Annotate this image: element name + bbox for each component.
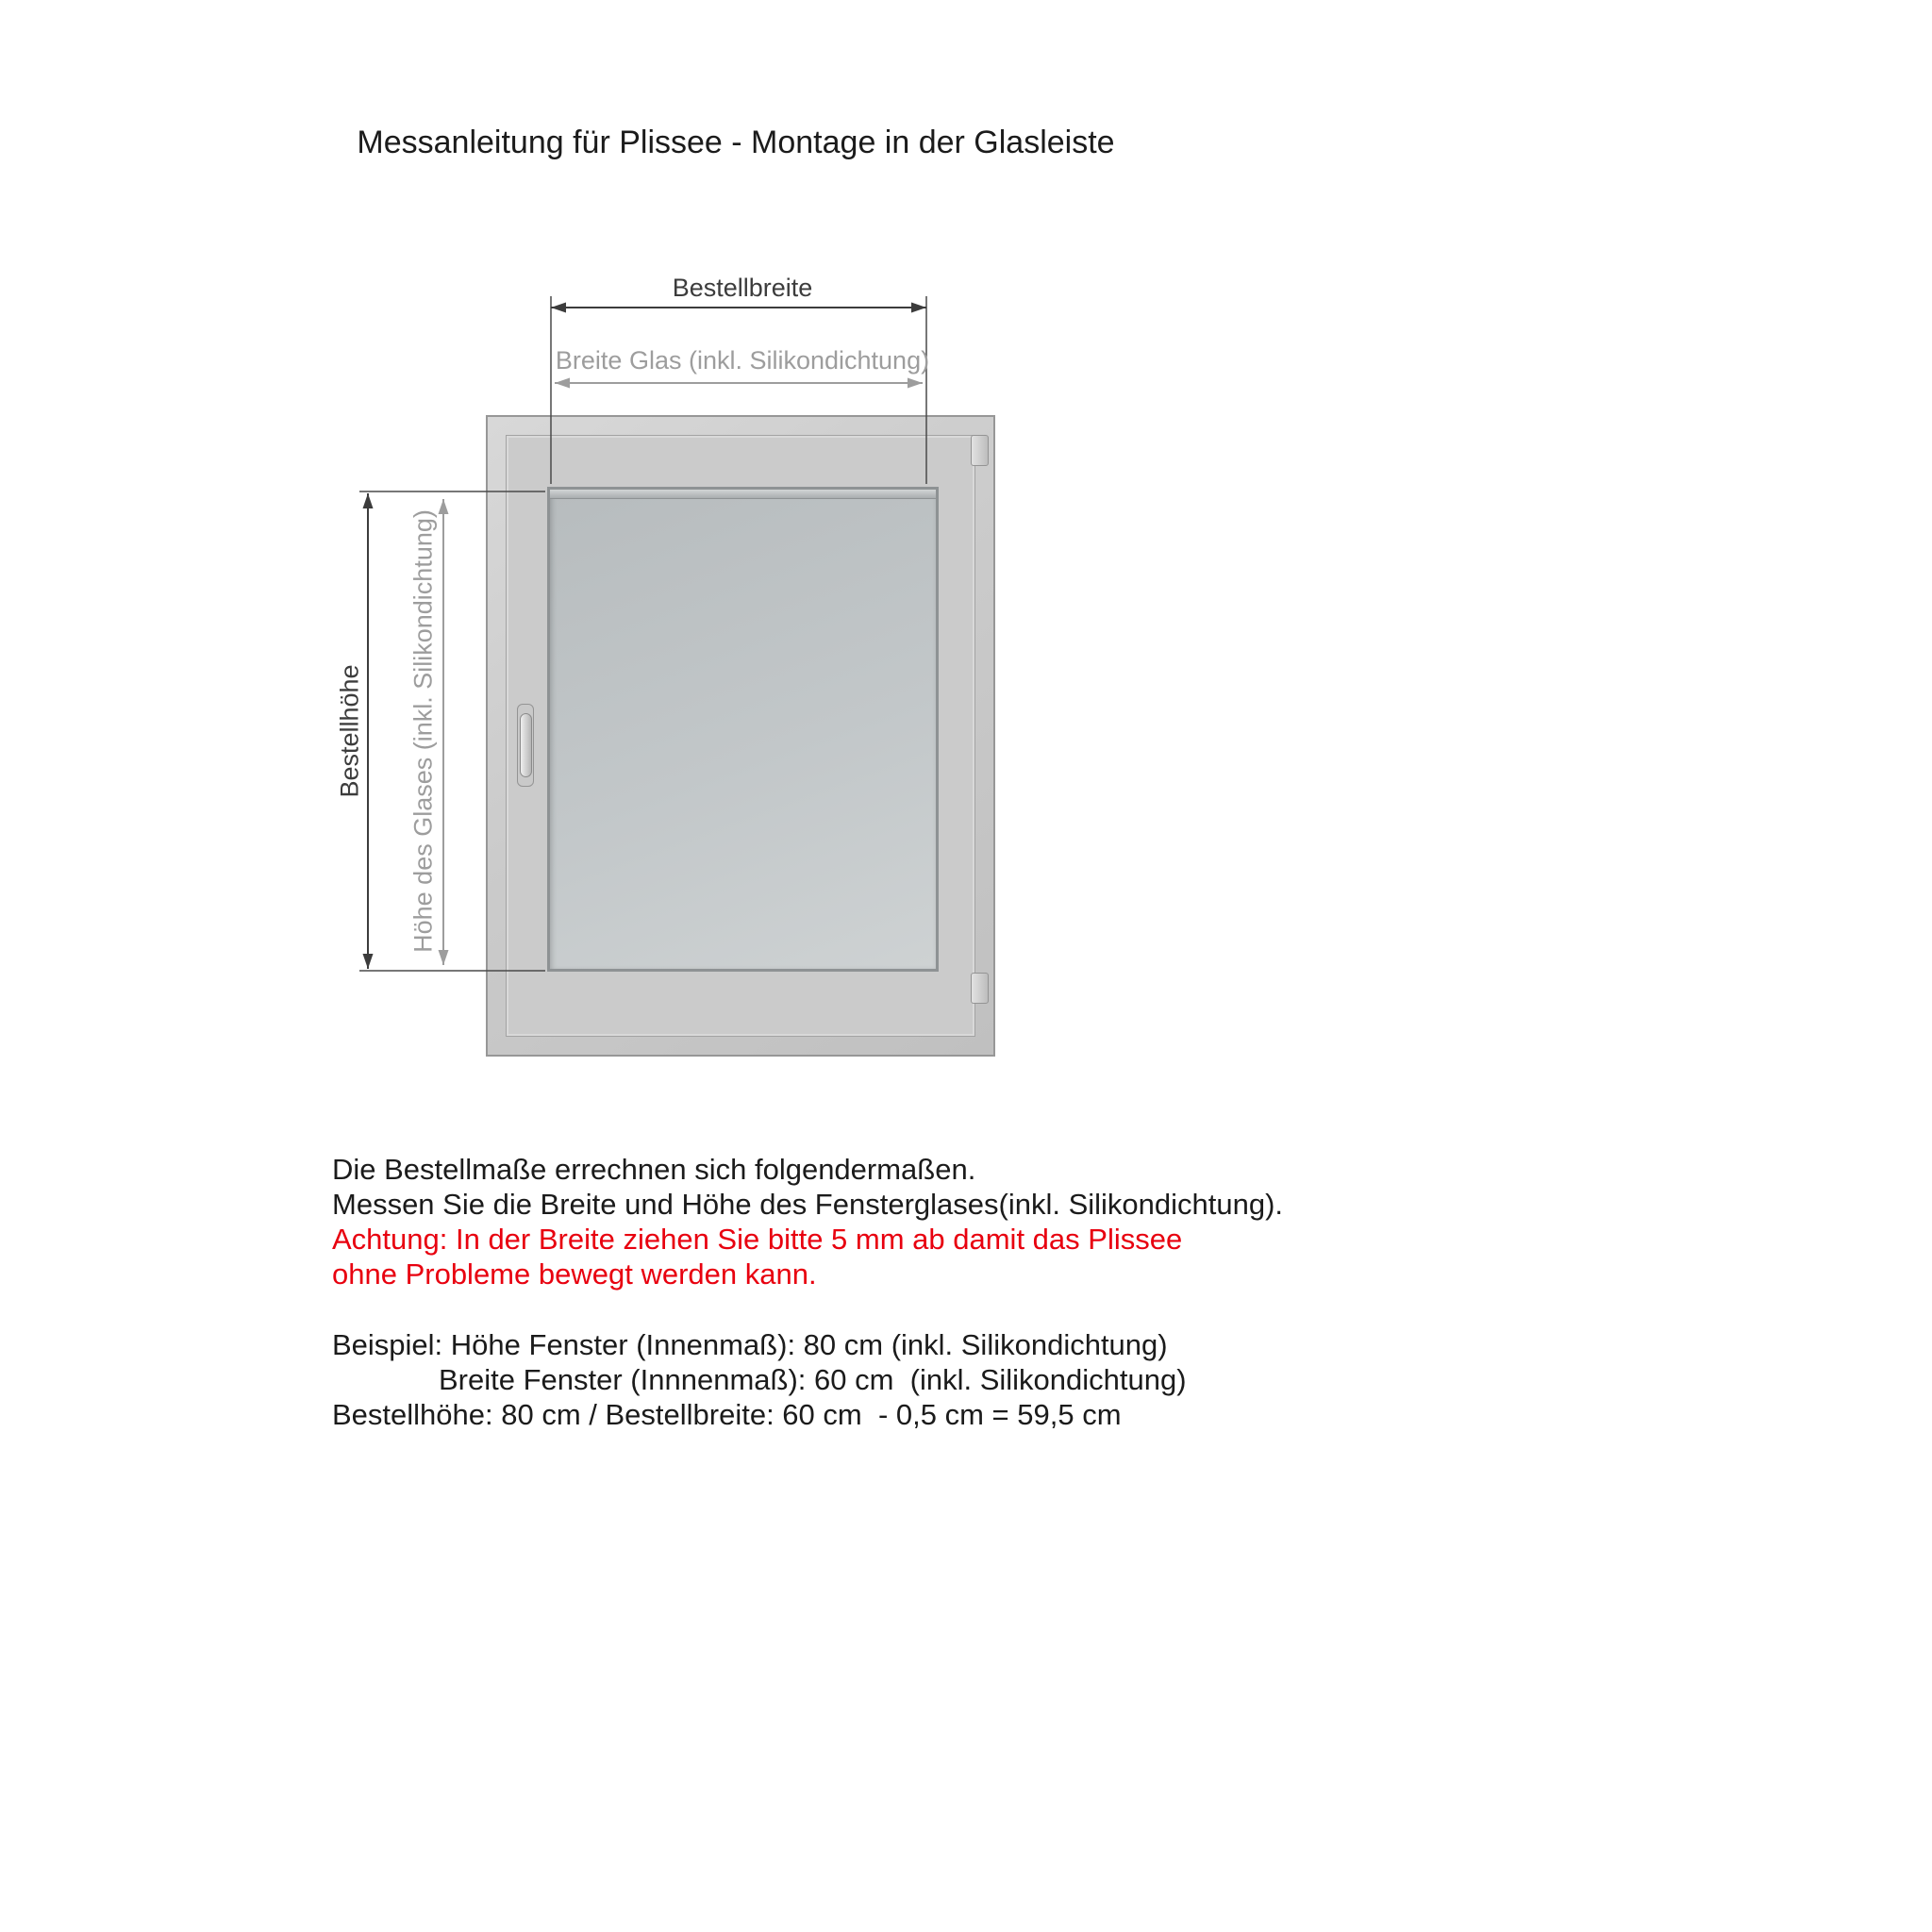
window-hinge-top xyxy=(971,435,989,466)
label-breite-glas: Breite Glas (inkl. Silikondichtung) xyxy=(555,346,930,375)
instruction-line: Die Bestellmaße errechnen sich folgendermaßen. xyxy=(332,1153,976,1186)
window-handle xyxy=(520,713,532,777)
arrowhead-icon xyxy=(551,303,566,313)
arrowhead-icon xyxy=(555,378,570,389)
arrowhead-icon xyxy=(439,499,449,514)
arrowhead-icon xyxy=(363,954,374,969)
page-title: Messanleitung für Plissee - Montage in der Glasleiste xyxy=(357,125,1115,160)
label-bestellhoehe: Bestellhöhe xyxy=(335,664,364,798)
example-line: Breite Fenster (Innnenmaß): 60 cm (inkl. Silikondichtung) xyxy=(439,1363,1187,1396)
plissee-top-rail xyxy=(550,490,936,499)
window-hinge-bottom xyxy=(971,973,989,1004)
example-line: Beispiel: Höhe Fenster (Innenmaß): 80 cm (inkl. Silikondichtung) xyxy=(332,1328,1168,1361)
arrowhead-icon xyxy=(911,303,926,313)
arrowhead-icon xyxy=(363,493,374,508)
warning-line: Achtung: In der Breite ziehen Sie bitte 5 mm ab damit das Plissee xyxy=(332,1223,1183,1256)
label-hoehe-glas: Höhe des Glases (inkl. Silikondichtung) xyxy=(408,509,438,953)
example-line: Bestellhöhe: 80 cm / Bestellbreite: 60 cm - 0,5 cm = 59,5 cm xyxy=(332,1398,1122,1431)
label-bestellbreite: Bestellbreite xyxy=(672,274,813,302)
instruction-line: Messen Sie die Breite und Höhe des Fensterglases(inkl. Silikondichtung). xyxy=(332,1188,1284,1221)
window-glass xyxy=(547,487,939,972)
example-block xyxy=(332,1327,1187,1432)
instructions-block xyxy=(332,1152,1283,1291)
arrowhead-icon xyxy=(439,950,449,965)
warning-line: ohne Probleme bewegt werden kann. xyxy=(332,1257,817,1291)
arrowhead-icon xyxy=(908,378,923,389)
